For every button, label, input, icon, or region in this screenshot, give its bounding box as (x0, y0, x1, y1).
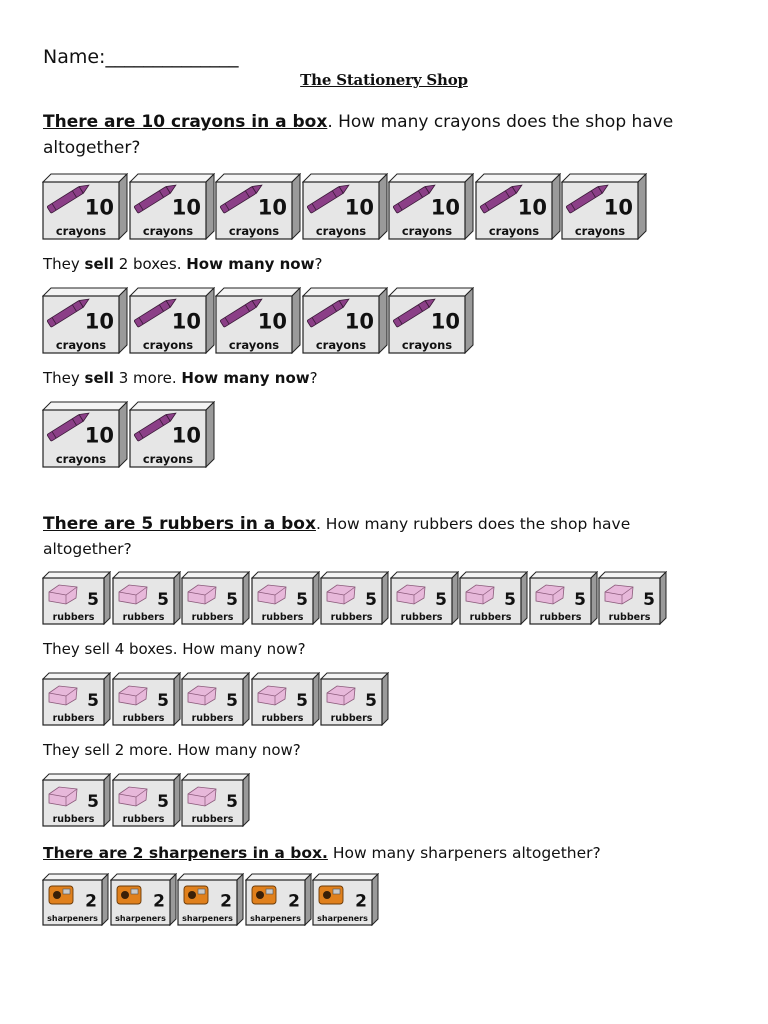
box-quantity-label: 10 (84, 195, 114, 220)
crayon-box (302, 287, 388, 354)
box-item-label: crayons (315, 224, 366, 238)
rubber-box (42, 672, 111, 726)
crayon-box (42, 287, 128, 354)
box-quantity-label: 10 (603, 195, 633, 220)
box-quantity-label: 5 (365, 590, 377, 610)
box-quantity-label: 5 (156, 792, 169, 812)
q-text: 2 boxes. (113, 255, 187, 273)
q-text: ? (314, 255, 323, 273)
box-quantity-label: 5 (87, 590, 99, 610)
rubber-box (112, 773, 181, 827)
crayon-box (129, 173, 215, 240)
box-item-label: crayons (55, 224, 107, 238)
rubbers-intro-rest: . How many rubbers does the shop have altogether? (43, 515, 631, 558)
crayon-box (129, 287, 215, 354)
q-text: They (43, 255, 85, 273)
q-bold: sell (84, 369, 114, 387)
box-quantity-label: 5 (226, 792, 238, 812)
crayon-box (215, 287, 301, 354)
box-quantity-label: 5 (643, 590, 655, 610)
box-quantity-label: 10 (171, 195, 201, 220)
worksheet-title: The Stationery Shop (300, 71, 468, 89)
box-item-label: crayons (228, 338, 280, 352)
sharpener-box (245, 873, 312, 926)
box-item-label: crayons (488, 224, 539, 238)
box-item-label: rubbers (122, 814, 164, 825)
box-quantity-label: 5 (226, 590, 238, 610)
box-quantity-label: 5 (504, 590, 516, 610)
box-quantity-label: 10 (430, 195, 460, 220)
box-item-label: sharpeners (317, 914, 368, 923)
box-quantity-label: 2 (152, 891, 165, 912)
rubber-box-row-1 (42, 571, 667, 625)
box-item-label: rubbers (330, 713, 373, 724)
box-quantity-label: 5 (87, 691, 99, 711)
rubbers-question-2: They sell 2 more. How many now? (43, 741, 301, 759)
rubber-box (529, 571, 598, 625)
rubber-box (320, 672, 389, 726)
sharpener-box-row-1 (42, 873, 379, 926)
crayon-box-row-3 (42, 401, 215, 468)
rubber-box (390, 571, 459, 625)
box-quantity-label: 10 (257, 309, 287, 334)
sharpeners-intro-rest: How many sharpeners altogether? (327, 844, 601, 862)
box-quantity-label: 5 (295, 691, 308, 711)
box-item-label: rubbers (52, 612, 95, 623)
box-quantity-label: 5 (434, 590, 447, 610)
box-item-label: sharpeners (182, 914, 233, 923)
rubber-box (42, 773, 111, 827)
rubber-box (320, 571, 389, 625)
sharpener-box (42, 873, 109, 926)
box-item-label: rubbers (539, 612, 581, 623)
rubber-box (181, 773, 250, 827)
q-bold: How many now (181, 369, 310, 387)
box-item-label: rubbers (191, 612, 234, 623)
box-item-label: sharpeners (249, 914, 301, 923)
crayon-box-row-2 (42, 287, 474, 354)
crayon-box-row-1 (42, 173, 647, 240)
sharpeners-intro-lead: There are 2 sharpeners in a box. (43, 844, 328, 862)
crayons-question-1 (43, 255, 322, 273)
box-item-label: crayons (55, 452, 107, 466)
name-blank: ______________ (105, 46, 239, 68)
box-item-label: rubbers (191, 713, 234, 724)
box-quantity-label: 10 (171, 309, 201, 334)
crayon-box (129, 401, 215, 468)
box-item-label: rubbers (261, 713, 303, 724)
box-quantity-label: 2 (287, 891, 300, 912)
crayons-intro (43, 109, 703, 161)
box-quantity-label: 5 (295, 590, 308, 610)
rubber-box (112, 672, 181, 726)
sharpeners-intro (43, 841, 703, 866)
box-item-label: crayons (142, 338, 193, 352)
box-item-label: crayons (401, 338, 453, 352)
box-item-label: rubbers (261, 612, 303, 623)
crayon-box (561, 173, 647, 240)
crayon-box (475, 173, 561, 240)
q-text: 3 more. (113, 369, 182, 387)
box-item-label: crayons (142, 224, 193, 238)
box-item-label: rubbers (52, 814, 95, 825)
box-item-label: rubbers (52, 713, 95, 724)
box-quantity-label: 10 (344, 309, 374, 334)
rubbers-intro-lead: There are 5 rubbers in a box (43, 514, 316, 534)
box-item-label: rubbers (191, 814, 234, 825)
crayon-box (215, 173, 301, 240)
rubber-box (598, 571, 667, 625)
box-quantity-label: 5 (87, 792, 99, 812)
crayon-box (388, 287, 474, 354)
sharpener-box (177, 873, 244, 926)
box-quantity-label: 10 (257, 195, 287, 220)
box-quantity-label: 5 (156, 590, 169, 610)
box-quantity-label: 5 (156, 691, 169, 711)
box-item-label: rubbers (400, 612, 442, 623)
box-item-label: rubbers (469, 612, 512, 623)
box-item-label: sharpeners (114, 914, 166, 923)
rubber-box (251, 571, 320, 625)
rubber-box (112, 571, 181, 625)
q-text: They (43, 369, 85, 387)
box-quantity-label: 10 (84, 309, 114, 334)
rubbers-intro (43, 512, 703, 562)
box-quantity-label: 5 (226, 691, 238, 711)
crayon-box (42, 401, 128, 468)
box-item-label: rubbers (608, 612, 651, 623)
q-bold: How many now (186, 255, 315, 273)
box-quantity-label: 5 (365, 691, 377, 711)
rubbers-question-1: They sell 4 boxes. How many now? (43, 640, 306, 658)
box-quantity-label: 2 (355, 891, 367, 912)
box-item-label: crayons (55, 338, 107, 352)
name-label: Name: (43, 46, 106, 68)
crayon-box (388, 173, 474, 240)
crayons-intro-rest: . How many crayons does the shop have altogether? (43, 112, 674, 158)
rubber-box (251, 672, 320, 726)
box-item-label: crayons (228, 224, 280, 238)
box-item-label: rubbers (330, 612, 373, 623)
box-quantity-label: 10 (171, 423, 201, 448)
box-item-label: crayons (142, 452, 193, 466)
sharpener-box (110, 873, 177, 926)
q-text: ? (309, 369, 318, 387)
rubber-box (459, 571, 528, 625)
box-item-label: crayons (315, 338, 366, 352)
box-quantity-label: 10 (430, 309, 460, 334)
box-item-label: sharpeners (47, 914, 98, 923)
box-quantity-label: 10 (344, 195, 374, 220)
rubber-box (42, 571, 111, 625)
rubber-box (181, 672, 250, 726)
box-quantity-label: 2 (85, 891, 97, 912)
box-quantity-label: 5 (573, 590, 586, 610)
rubber-box-row-2 (42, 672, 389, 726)
rubber-box-row-3 (42, 773, 250, 827)
crayon-box (302, 173, 388, 240)
box-item-label: rubbers (122, 713, 164, 724)
box-item-label: rubbers (122, 612, 164, 623)
box-quantity-label: 10 (84, 423, 114, 448)
box-item-label: crayons (574, 224, 626, 238)
crayon-box (42, 173, 128, 240)
box-quantity-label: 10 (517, 195, 547, 220)
box-item-label: crayons (401, 224, 453, 238)
sharpener-box (312, 873, 379, 926)
crayons-question-2 (43, 369, 318, 387)
box-quantity-label: 2 (220, 891, 232, 912)
name-field (43, 46, 238, 68)
rubber-box (181, 571, 250, 625)
q-bold: sell (84, 255, 114, 273)
crayons-intro-lead: There are 10 crayons in a box (43, 112, 328, 132)
